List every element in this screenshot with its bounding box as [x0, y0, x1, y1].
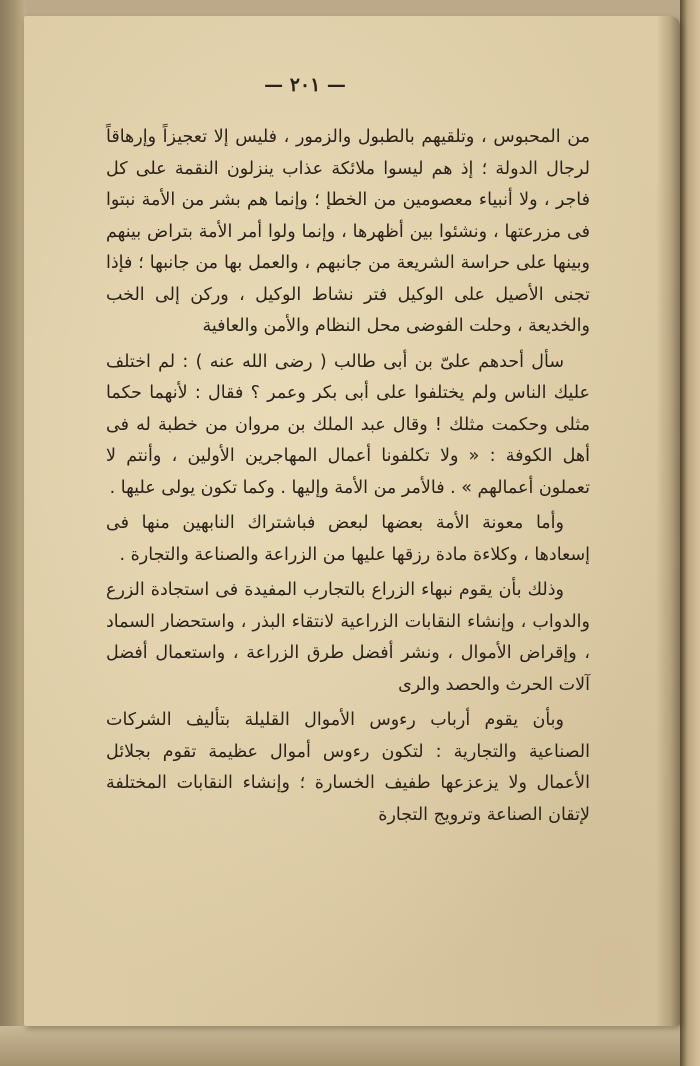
paragraph: سأل أحدهم علىّ بن أبى طالب ( رضى الله عنه ) : لم اختلف عليك الناس ولم يختلفوا على أبى بكر وعمر ؟ فقال : لأنهما حكما مثلى وحكمت مثلك ! وقال عبد الملك بن مروان من خطبة له فى أهل الكوفة : « ولا تكلفونا أعمال المهاجرين الأولين ، وأنتم لا تعملون أعمالهم » . فالأمر من الأمة وإليها . وكما تكون يولى عليها .	[106, 351, 590, 498]
paragraph: وأما معونة الأمة بعضها لبعض فباشتراك النابهين منها فى إسعادها ، وكلاءة مادة رزقها عليها من الزراعة والصناعة والتجارة .	[106, 513, 590, 565]
next-page-edge	[680, 0, 700, 1066]
paragraph: وبأن يقوم أرباب رءوس الأموال القليلة بتأليف الشركات الصناعية والتجارية : لتكون رءوس أموال عظيمة تقوم بجلائل الأعمال ولا يزعزعها طفيف الخسارة ؛ وإنشاء النقابات المختلفة لإتقان الصناعة وترويج التجارة	[106, 710, 590, 825]
page-gutter-shadow	[656, 16, 680, 1026]
body-text	[106, 122, 590, 835]
page-number: — ٢٠١ —	[264, 74, 346, 96]
paragraph: من المحبوس ، وتلقيهم بالطبول والزمور ، فليس إلا تعجيزاً وإرهاقاً لرجال الدولة ؛ إذ هم ليسوا ملائكة عذاب ينزلون النقمة على كل فاجر ، ولا أنبياء معصومين من الخطإ ؛ وإنما هم بشر من الأمة نبتوا فى مزرعتها ، ونشئوا بين أظهرها ، وإنما ولوا أمر الأمة بتراض بينهم وبينها على حراسة الشريعة من جانبهم ، والعمل بها من جانبها ؛ فإذا تجنى الأصيل على الوكيل فتر نشاط الوكيل ، وركن إلى الخب والخديعة ، وحلت الفوضى محل النظام والأمن والعافية	[106, 127, 590, 336]
scan-background-left	[0, 0, 26, 1066]
scan-background-bottom	[0, 1026, 700, 1066]
paragraph: وذلك بأن يقوم نبهاء الزراع بالتجارب المفيدة فى استجادة الزرع والدواب ، وإنشاء النقابات الزراعية لانتقاء البذر ، واستحضار السماد ، وإقراض الأموال ، ونشر أفضل طرق الزراعة ، واستعمال أفضل آلات الحرث والحصد والرى	[106, 580, 590, 695]
